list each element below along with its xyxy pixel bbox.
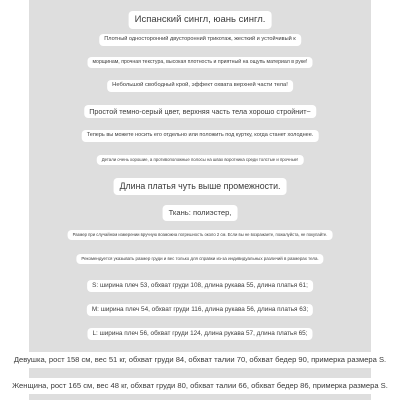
text-line-material-2: морщинам, прочная текстура, высокая плотность и приятный на ощупь материал в руке! [87, 57, 312, 68]
size-row-l: L: ширина плеч 56, обхват груди 124, длина рукава 57, длина платья 65; [87, 328, 312, 340]
size-row-s: S: ширина плеч 53, обхват груди 108, длина рукава 55, длина платья 61; [87, 280, 313, 292]
text-line-size-advice: Рекомендуется указывать размер груди и вес только для справки из-за индивидуальных различий в размерах тела. [76, 254, 323, 264]
model-row-1: Девушка, рост 158 см, вес 51 кг, обхват груди 84, обхват талии 70, обхват бедер 90, примерка размера S. [9, 352, 391, 368]
text-line-material-1: Плотный односторонний двусторонний трикотаж, жесткий и устойчивый к [99, 34, 301, 46]
text-line-color: Простой темно-серый цвет, верхняя часть тела хорошо стройнит~ [84, 105, 316, 118]
text-line-fabric: Ткань: полиэстер, [163, 205, 238, 221]
size-row-m: M: ширина плеч 54, обхват груди 116, длина рукава 56, длина платья 63; [87, 304, 313, 316]
text-line-title: Испанский сингл, юань сингл. [129, 11, 272, 29]
text-line-details: Детали очень хорошие, а противоположные полосы на швах воротника среди толстые и прочные! [97, 155, 304, 165]
text-line-measure-note: Размер при случайном измерении вручную возможна погрешность около 2 см. Если вы не возражаете, пожалуйста, не покупайте. [68, 230, 333, 240]
text-line-length: Длина платья чуть выше промежности. [114, 178, 287, 195]
description-panel [12, 0, 388, 400]
text-line-fit: Небольшой свободный крой, эффект охвата верхней части тела! [107, 80, 293, 92]
model-row-2: Женщина, рост 165 см, вес 48 кг, обхват груди 80, обхват талии 66, обхват бедер 86, примерка размера S. [7, 378, 393, 394]
text-line-wear: Теперь вы можете носить его отдельно или положить под куртку, когда станет холоднее. [82, 130, 319, 142]
